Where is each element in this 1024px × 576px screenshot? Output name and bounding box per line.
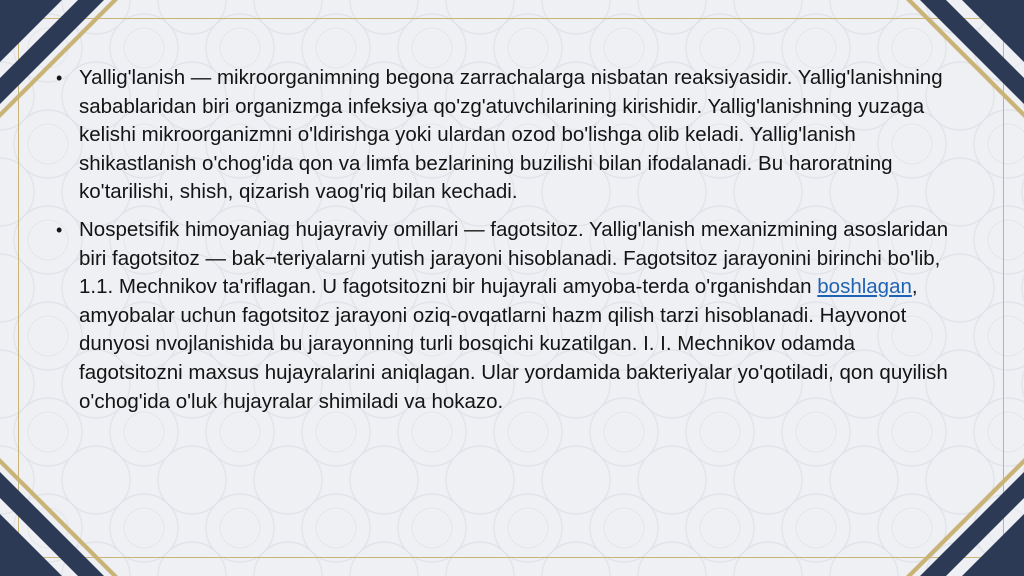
- bullet-text-part-1: Nospetsifik himoyaniag hujayraviy omillari — fagotsitoz. Yallig'lanish mexanizmining asoslaridan biri fagotsitoz — bak¬teriyalarni yutish jarayoni hisoblanadi. Fagotsitoz jarayonini birinchi bo'lib, 1.1. Mechnikov ta'riflagan. U fagotsitozni bir hujayrali amyoba-terda o'rganishdan: [79, 217, 949, 299]
- hyperlink-boshlagan[interactable]: boshlagan: [817, 275, 912, 299]
- corner-bottom-left-chevron-corner-icon: [0, 446, 130, 576]
- bullet-dot-icon: •: [56, 68, 63, 88]
- bullet-dot-icon: •: [56, 219, 63, 240]
- slide-body: [52, 64, 952, 425]
- bullet-item-phagocytosis: [52, 216, 952, 416]
- bullet-text: Yallig'lanish — mikroorganimning begona zarrachalarga nisbatan reaksiyasidir. Yallig'lanishning sabablaridan biri organizmga infeksiya qo'zg'atuvchilarining kirishidir. Yallig'lanishning yuzaga kelishi mikroorganizmni o'ldirishga yoki ulardan ozod bo'lishga olib keladi. Yallig'lanish shikastlanish o'chog'ida qon va limfa bezlarining buzilishi bilan ifodalanadi. Bu haroratning ko'tarilishi, shish, qizarish vaog'riq bilan kechadi.: [79, 66, 943, 204]
- corner-bottom-right-chevron-corner-icon: [894, 446, 1024, 576]
- bullet-item-inflammation: [52, 64, 952, 207]
- bullet-text-part-2: , amyobalar uchun fagotsitoz jarayoni oziq-ovqatlarni hazm qilish tarzi hisoblanadi. Hayvonot dunyosi nvojlanishida bu jarayonning turli bosqichi kuzatilgan. I. I. Mechnikov odamda fagotsitozni maxsus hujayralarini aniqlagan. Ular yordamida bakteriyalar yo'qotiladi, qon quyilish o'chog'ida o'luk hujayralar shimiladi va hokazo.: [79, 275, 948, 413]
